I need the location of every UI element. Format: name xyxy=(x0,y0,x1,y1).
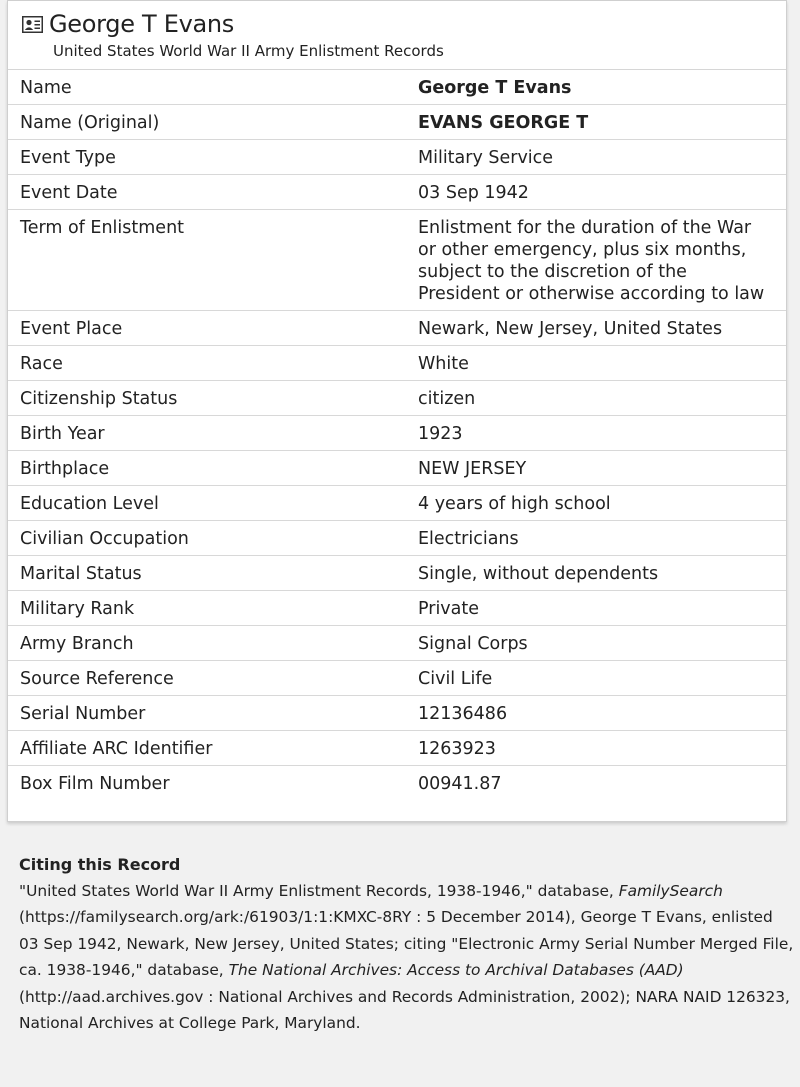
title-row xyxy=(22,10,234,38)
field-value: Enlistment for the duration of the War or other emergency, plus six months, subject to the discretion of the President or otherwise according to law xyxy=(406,210,786,311)
field-value: 1263923 xyxy=(406,731,786,766)
field-value: Private xyxy=(406,591,786,626)
field-value: Military Service xyxy=(406,140,786,175)
field-value: 03 Sep 1942 xyxy=(406,175,786,210)
record-row xyxy=(8,346,786,381)
field-value: EVANS GEORGE T xyxy=(406,105,786,140)
field-label: Box Film Number xyxy=(20,774,170,794)
field-value: citizen xyxy=(406,381,786,416)
record-table xyxy=(8,70,786,800)
field-label: Event Date xyxy=(8,175,406,210)
field-value: Civil Life xyxy=(406,661,786,696)
record-header xyxy=(8,1,786,70)
field-label: Birthplace xyxy=(8,451,406,486)
record-row xyxy=(8,591,786,626)
record-row xyxy=(8,486,786,521)
field-label: Affiliate ARC Identifier xyxy=(8,731,406,766)
field-label: Citizenship Status xyxy=(8,381,406,416)
field-label: Source Reference xyxy=(8,661,406,696)
record-row xyxy=(8,381,786,416)
field-label: Name xyxy=(8,70,406,105)
record-row xyxy=(8,311,786,346)
record-row xyxy=(8,766,786,801)
field-value: 00941.87 xyxy=(418,774,502,794)
record-row xyxy=(8,105,786,140)
citation-part: "United States World War II Army Enlistment Records, 1938-1946," database, xyxy=(19,881,619,900)
citation-part: (https://familysearch.org/ark:/61903/1:1:KMXC-8RY : 5 December 2014), George T Evans, enlisted 03 Sep 1942, Newark, New Jersey, United States; citing "Electronic Army Serial Number Merged File, ca. 1938-1946," database, xyxy=(19,908,794,979)
record-row xyxy=(8,556,786,591)
record-row xyxy=(8,70,786,105)
field-label: Race xyxy=(8,346,406,381)
collection-title: United States World War II Army Enlistment Records xyxy=(53,42,444,60)
field-label: Civilian Occupation xyxy=(8,521,406,556)
field-value: Electricians xyxy=(406,521,786,556)
citation-italic: The National Archives: Access to Archival Databases (AAD) xyxy=(228,961,684,979)
citation-heading: Citing this Record xyxy=(19,855,181,874)
field-value: 12136486 xyxy=(406,696,786,731)
field-value: Signal Corps xyxy=(406,626,786,661)
field-label: Name (Original) xyxy=(8,105,406,140)
field-value: NEW JERSEY xyxy=(406,451,786,486)
citation-text xyxy=(19,878,794,1037)
record-card xyxy=(7,0,787,822)
field-label: Marital Status xyxy=(8,556,406,591)
field-value: 4 years of high school xyxy=(406,486,786,521)
record-row xyxy=(8,696,786,731)
field-value: George T Evans xyxy=(406,70,786,105)
record-row xyxy=(8,416,786,451)
record-row xyxy=(8,451,786,486)
record-row xyxy=(8,175,786,210)
record-row xyxy=(8,661,786,696)
field-value: 1923 xyxy=(406,416,786,451)
field-label: Event Type xyxy=(8,140,406,175)
record-row xyxy=(8,140,786,175)
field-value: Single, without dependents xyxy=(406,556,786,591)
page-title: George T Evans xyxy=(49,10,234,38)
record-row xyxy=(8,626,786,661)
field-label: Education Level xyxy=(8,486,406,521)
field-value: White xyxy=(406,346,786,381)
field-label: Army Branch xyxy=(8,626,406,661)
field-label: Birth Year xyxy=(8,416,406,451)
record-row xyxy=(8,210,786,311)
citation-part: (http://aad.archives.gov : National Archives and Records Administration, 2002); NARA NAID 126323, National Archives at College Park, Maryland. xyxy=(19,987,790,1032)
record-row xyxy=(8,521,786,556)
field-value: Newark, New Jersey, United States xyxy=(406,311,786,346)
citation-section xyxy=(19,852,794,1037)
field-label: Term of Enlistment xyxy=(8,210,406,311)
field-label: Event Place xyxy=(8,311,406,346)
citation-italic: FamilySearch xyxy=(618,881,723,900)
field-label: Serial Number xyxy=(8,696,406,731)
record-row xyxy=(8,731,786,766)
record-card-icon xyxy=(22,16,43,33)
field-label: Military Rank xyxy=(8,591,406,626)
